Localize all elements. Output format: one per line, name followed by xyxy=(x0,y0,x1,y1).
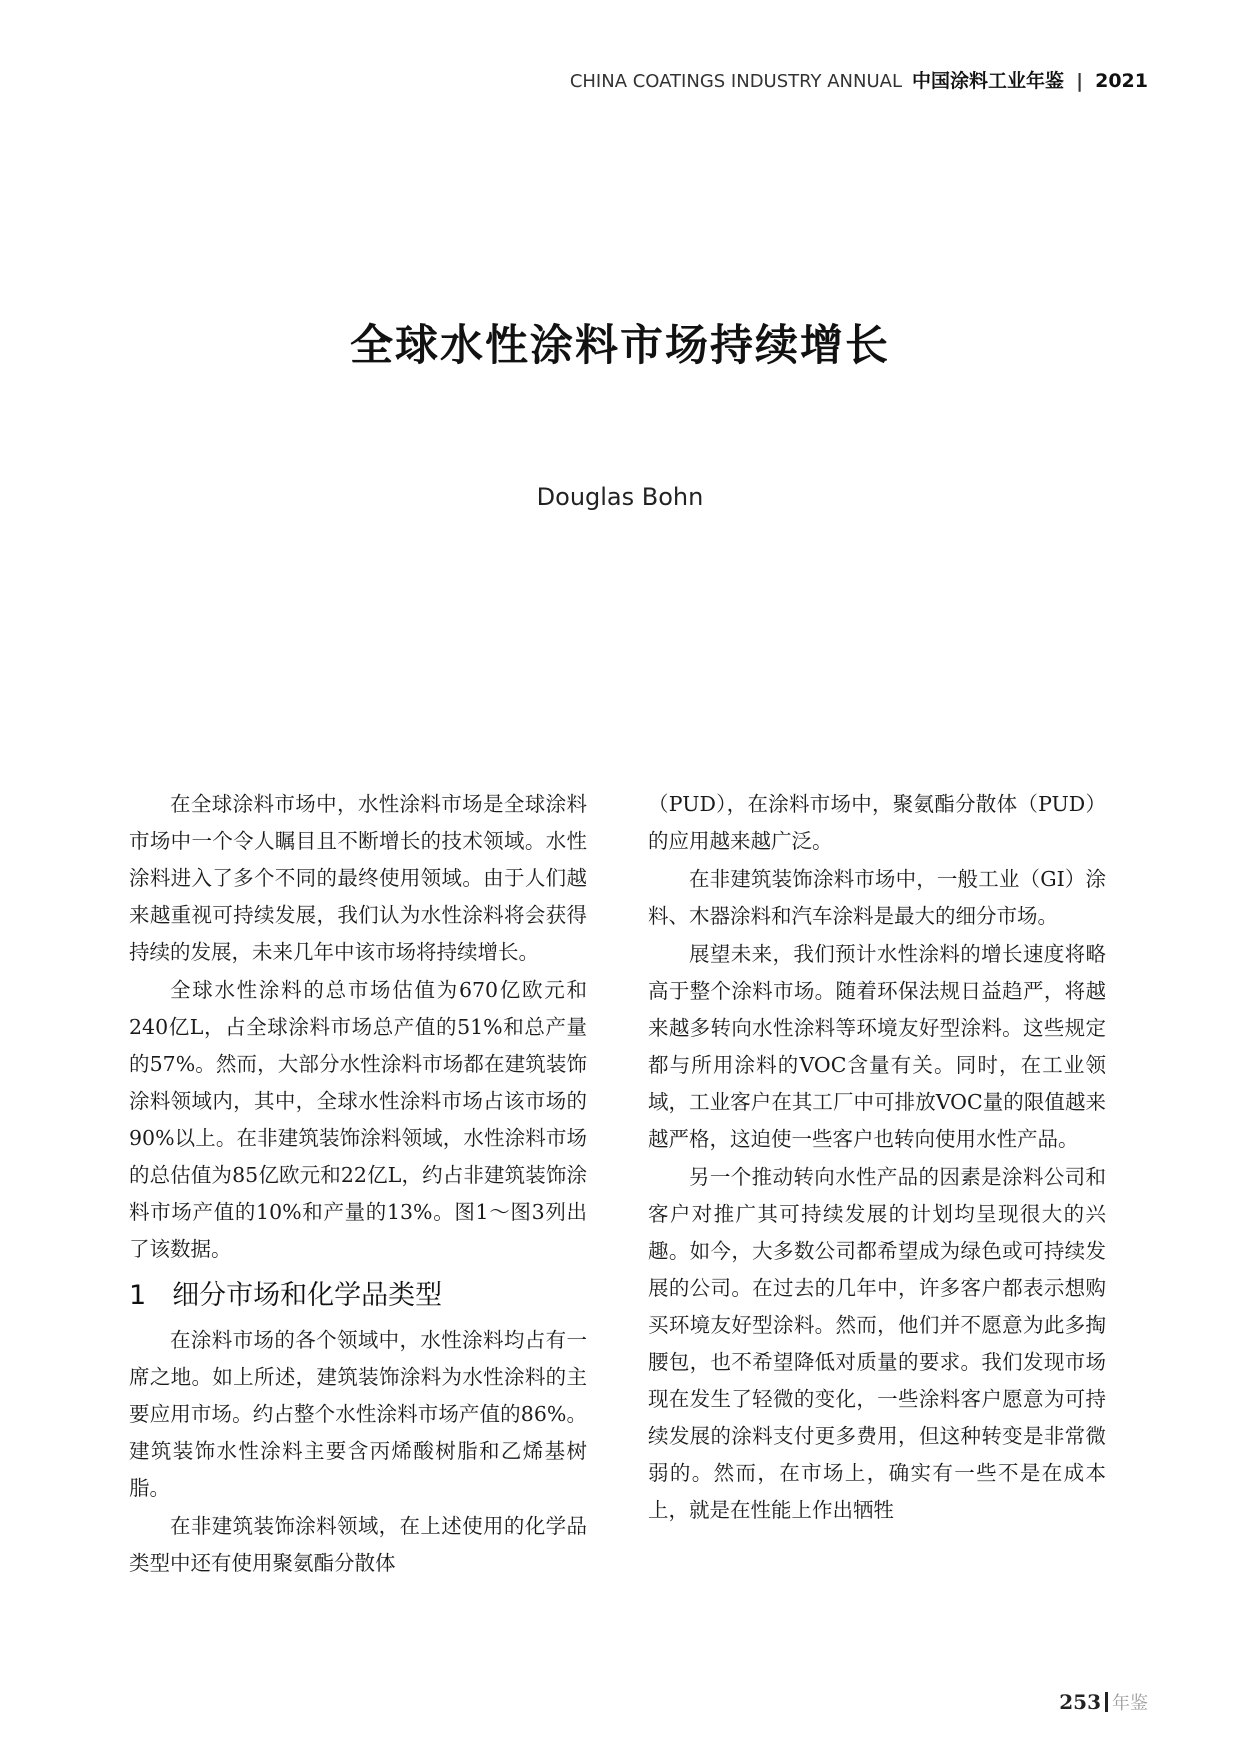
body-paragraph: 展望未来，我们预计水性涂料的增长速度将略高于整个涂料市场。随着环保法规日益趋严，将越来越多转向水性涂料等环境友好型涂料。这些规定都与所用涂料的VOC含量有关。同时，在工业领域，工业客户在其工厂中可排放VOC量的限值越来越严格，这迫使一些客户也转向使用水性产品。 xyxy=(648,942,1106,1151)
body-paragraph: 全球水性涂料的总市场估值为670亿欧元和240亿L，占全球涂料市场总产值的51%和总产量的57%。然而，大部分水性涂料市场都在建筑装饰涂料领域内，其中，全球水性涂料市场占该市场的90%以上。在非建筑装饰涂料领域，水性涂料市场的总估值为85亿欧元和22亿L，约占非建筑装饰涂料市场产值的10%和产量的13%。图1～图3列出了该数据。 xyxy=(129,978,587,1261)
body-paragraph-continuation: （PUD），在涂料市场中，聚氨酯分散体（PUD）的应用越来越广泛。 xyxy=(648,792,1106,853)
footer-label: 年鉴 xyxy=(1112,1693,1148,1714)
right-column xyxy=(648,786,1106,1530)
header-separator: | xyxy=(1076,70,1084,92)
body-paragraph: 在涂料市场的各个领域中，水性涂料均占有一席之地。如上所述，建筑装饰涂料为水性涂料的主要应用市场。约占整个水性涂料市场产值的86%。建筑装饰水性涂料主要含丙烯酸树脂和乙烯基树脂。 xyxy=(129,1328,587,1500)
section-number: 1 xyxy=(129,1280,147,1311)
body-paragraph: 另一个推动转向水性产品的因素是涂料公司和客户对推广其可持续发展的计划均呈现很大的兴趣。如今，大多数公司都希望成为绿色或可持续发展的公司。在过去的几年中，许多客户都表示想购买环境友好型涂料。然而，他们并不愿意为此多掏腰包，也不希望降低对质量的要求。我们发现市场现在发生了轻微的变化，一些涂料客户愿意为可持续发展的涂料支付更多费用，但这种转变是非常微弱的。然而，在市场上，确实有一些不是在成本上，就是在性能上作出牺牲 xyxy=(648,1165,1106,1522)
page-number: 253 xyxy=(1059,1690,1101,1714)
body-paragraph: 在非建筑装饰涂料市场中，一般工业（GI）涂料、木器涂料和汽车涂料是最大的细分市场。 xyxy=(648,867,1106,928)
running-header xyxy=(570,66,1148,93)
article-author: Douglas Bohn xyxy=(536,483,704,511)
journal-name-en: CHINA COATINGS INDUSTRY ANNUAL xyxy=(569,71,902,92)
page-footer xyxy=(1059,1689,1148,1715)
left-column xyxy=(129,786,587,1583)
journal-year: 2021 xyxy=(1095,70,1148,92)
article-title: 全球水性涂料市场持续增长 xyxy=(350,321,890,371)
section-heading xyxy=(129,1276,587,1316)
section-title: 细分市场和化学品类型 xyxy=(172,1280,443,1311)
body-paragraph: 在全球涂料市场中，水性涂料市场是全球涂料市场中一个令人瞩目且不断增长的技术领域。水性涂料进入了多个不同的最终使用领域。由于人们越来越重视可持续发展，我们认为水性涂料将会获得持续的发展，未来几年中该市场将持续增长。 xyxy=(129,792,587,964)
journal-name-zh: 中国涂料工业年鉴 xyxy=(912,70,1065,92)
body-paragraph: 在非建筑装饰涂料领域，在上述使用的化学品类型中还有使用聚氨酯分散体 xyxy=(129,1514,587,1575)
footer-divider xyxy=(1105,1692,1108,1712)
